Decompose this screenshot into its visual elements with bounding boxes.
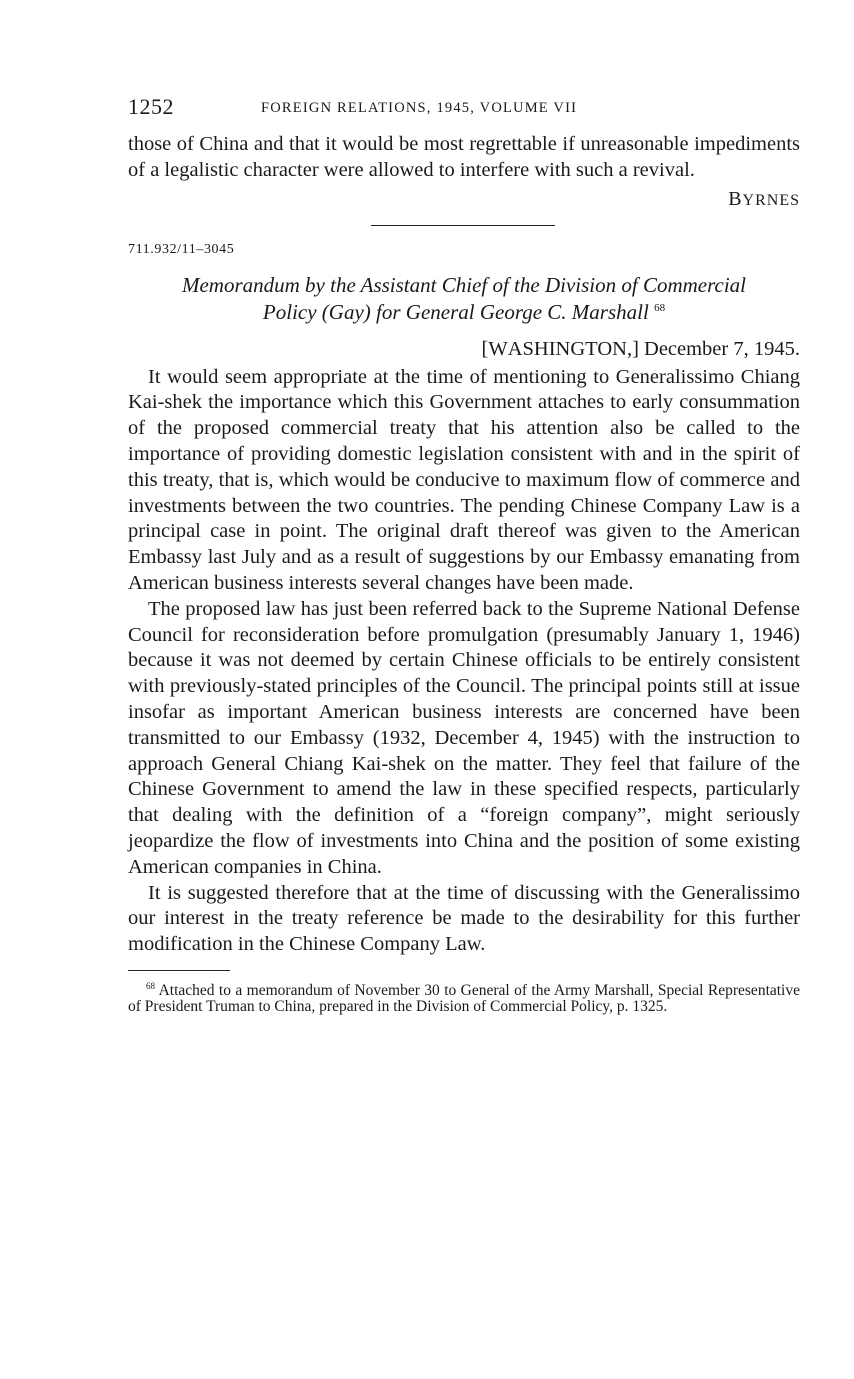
signature-initial: B xyxy=(728,187,743,210)
dateline-place-initial: W xyxy=(488,337,508,360)
signature-rest: YRNES xyxy=(742,191,800,209)
footnote-reference: 68 xyxy=(654,301,666,314)
document-separator xyxy=(371,225,555,226)
body-paragraph-1: It would seem appropriate at the time of mentioning to Generalissimo Chiang Kai-shek the importance which this Government attaches to early consummation of the proposed commercial treaty that his attention also be called to the importance of providing domestic legislation consistent with and in the spirit of this treaty, that is, which would be conducive to maximum flow of commerce and investments between the two countries. The pending Chinese Company Law is a principal case in point. The original draft thereof was given to the American Embassy last July and as a result of suggestions by our Embassy emanating from American business interests several changes have been made. xyxy=(128,365,800,594)
body-paragraph-2: The proposed law has just been referred back to the Supreme National Defense Council for reconsideration before promulgation (presumably January 1, 1946) because it was not deemed by certain Chinese officials to be entirely consistent with previously-stated principles of the Council. The principal points still at issue insofar as important American business interests are concerned have been transmitted to our Embassy (1932, December 4, 1945) with the instruction to approach General Chiang Kai-shek on the matter. They feel that failure of the Chinese Government to amend the law in these specified respects, particularly that dealing with the definition of a “foreign company”, might seriously jeopardize the flow of investments into China and the position of some existing American companies in China. xyxy=(128,597,800,878)
signature xyxy=(128,188,800,214)
document-title-line-1: Memorandum by the Assistant Chief of the Division of Commercial xyxy=(181,272,747,297)
footnote xyxy=(128,980,800,1015)
previous-document-closing-text: those of China and that it would be most regrettable if unreasonable impediments of a legalistic character were allowed to interfere with such a revival. xyxy=(128,133,800,181)
dateline-date: December 7, 1945. xyxy=(644,337,800,360)
dateline-bracket-open: [ xyxy=(481,337,489,360)
dateline-place-rest: ASHINGTON xyxy=(507,337,627,360)
document-title-line-2: Policy (Gay) for General George C. Marshall xyxy=(262,299,649,324)
running-head xyxy=(128,92,800,128)
document-title xyxy=(128,272,800,326)
dateline xyxy=(128,338,800,365)
file-number: 711.932/11–3045 xyxy=(128,241,235,257)
page xyxy=(128,92,800,1030)
body-paragraph-3: It is suggested therefore that at the time of discussing with the Generalissimo our interest in the treaty reference be made to the desirability for this further modification in the Chinese Company Law. xyxy=(128,881,800,956)
footnote-marker: 68 xyxy=(146,980,155,991)
dateline-bracket-close: ,] xyxy=(626,337,639,360)
running-title: FOREIGN RELATIONS, 1945, VOLUME VII xyxy=(261,100,578,116)
page-number: 1252 xyxy=(128,94,174,119)
document-title-line-2-wrap xyxy=(128,299,800,326)
footnote-text: Attached to a memorandum of November 30 to General of the Army Marshall, Special Representative of President Truman to China, prepared in the Division of Commercial Policy, p. 1325. xyxy=(128,981,800,1015)
footnote-rule xyxy=(128,970,230,971)
